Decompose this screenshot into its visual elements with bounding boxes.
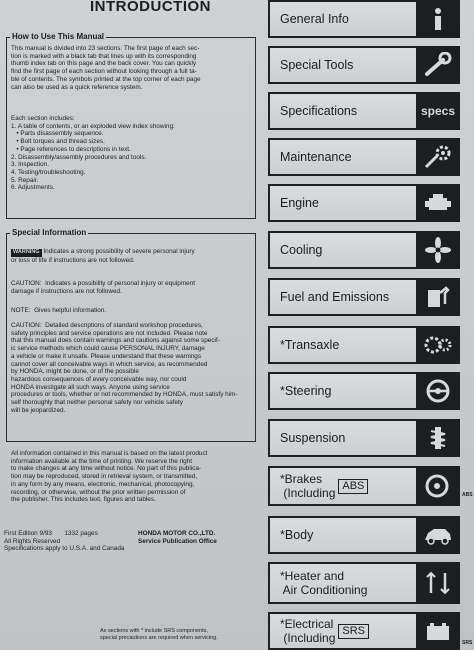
how-to-use-title: How to Use This Manual [12, 32, 105, 41]
srs-footnote: As sections with * include SRS components, special precautions are required when servicing. [100, 628, 218, 641]
disclaimer-text: All information contained in this manual is based on the latest product information available at the time of printing. We reserve the right to make changes at any time without notice. No part of this publica- tion may be reproduced, stored in retrieval system, or transmitted, in any form by any means, electronic, mechanical, photocopying, recording, or otherwise, without the prior written permission of the publisher. This includes text, figures and tables. [11, 450, 208, 504]
fan-icon [416, 231, 460, 269]
warning-badge: WARNING [13, 249, 40, 255]
srs-side-label: SRS [462, 640, 473, 646]
hvac-icon [416, 562, 460, 604]
tab-heater-and-air-conditioning[interactable]: *Heater and Air Conditioning [268, 562, 416, 604]
engine-icon [416, 184, 460, 222]
electrical-label: *Electrical (Including [280, 617, 336, 645]
abs-side-label: ABS [462, 492, 473, 498]
tab-suspension[interactable]: Suspension [268, 419, 416, 457]
fuel-pump-icon [416, 278, 460, 316]
how-to-use-body: This manual is divided into 23 sections. The first page of each sec- tion is marked with a black tab that lines up with its corresponding thumb index tab on this page and the back cover. You can quickly find the first page of each section without looking through a full ta- ble of contents. The symbols printed at the top corner of each page can also be used as a quick reference system. [11, 45, 201, 91]
page-title: INTRODUCTION [90, 0, 211, 15]
shock-absorber-icon [416, 419, 460, 457]
abs-badge: ABS [338, 479, 368, 494]
srs-badge: SRS [338, 624, 369, 639]
specs-icon: specs [416, 92, 460, 130]
brake-disc-icon [416, 466, 460, 506]
tab-steering[interactable]: *Steering [268, 372, 416, 410]
tab-fuel-and-emissions[interactable]: Fuel and Emissions [268, 278, 416, 316]
maintenance-icon [416, 138, 460, 176]
tab-transaxle[interactable]: *Transaxle [268, 326, 416, 364]
publisher-info: HONDA MOTOR CO.,LTD. Service Publication Office [138, 530, 217, 545]
caution-text: CAUTION: Indicates a possibility of personal injury or equipment damage if instructions are not followed. [11, 280, 195, 295]
tab-brakes[interactable] [268, 466, 416, 506]
tab-cooling[interactable]: Cooling [268, 231, 416, 269]
tab-body[interactable]: *Body [268, 516, 416, 554]
tab-special-tools[interactable]: Special Tools [268, 46, 416, 84]
tab-electrical[interactable] [268, 612, 416, 650]
tab-specifications[interactable]: Specifications [268, 92, 416, 130]
info-icon [416, 0, 460, 38]
wrench-icon [416, 46, 460, 84]
gears-icon [416, 326, 460, 364]
tab-maintenance[interactable]: Maintenance [268, 138, 416, 176]
edition-info: First Edition 9/93 1332 pages All Rights Reserved Specifications apply to U.S.A. and Canada [4, 530, 125, 553]
battery-icon [416, 612, 460, 650]
warning-text: Indicates a strong possibility of severe personal injury or loss of life if instructions are not followed. [11, 248, 195, 264]
note-text: NOTE: Gives helpful information. [11, 307, 107, 314]
car-body-icon [416, 516, 460, 554]
tab-engine[interactable]: Engine [268, 184, 416, 222]
special-info-title: Special Information [12, 228, 87, 237]
tab-general-info[interactable]: General Info [268, 0, 416, 38]
caution-detail-text: CAUTION: Detailed descriptions of standard workshop procedures, safety principles and service operations are not included. Please note that this manual does contain warnings and cautions against some specif- ic service methods which could cause PERSONAL INJURY, damage a vehicle or make it unsafe. Please understand that these warnings cannot cover all conceivable ways in which service, as recommended by HONDA, might be done, or of the possible hazardous consequences of every conceivable way, nor could HONDA investigate all such ways. Anyone using service procedures or tools, whether or not recommended by HONDA, must satisfy him- self thoroughly that neither personal safety nor vehicle safety will be jeopardized. [11, 322, 238, 414]
section-contents-list: Each section includes: 1. A table of contents, or an exploded view index showing: • Parts disassembly sequence. • Bolt torques and thread sizes. • Page references to descriptions in text. 2. Disassembly/assembly procedures and tools. 3. Inspection. 4. Testing/troubleshooting. 5. Repair. 6. Adjustments. [11, 115, 175, 192]
warning-row [11, 248, 195, 264]
brakes-label: *Brakes (Including [280, 472, 336, 500]
steering-wheel-icon [416, 372, 460, 410]
